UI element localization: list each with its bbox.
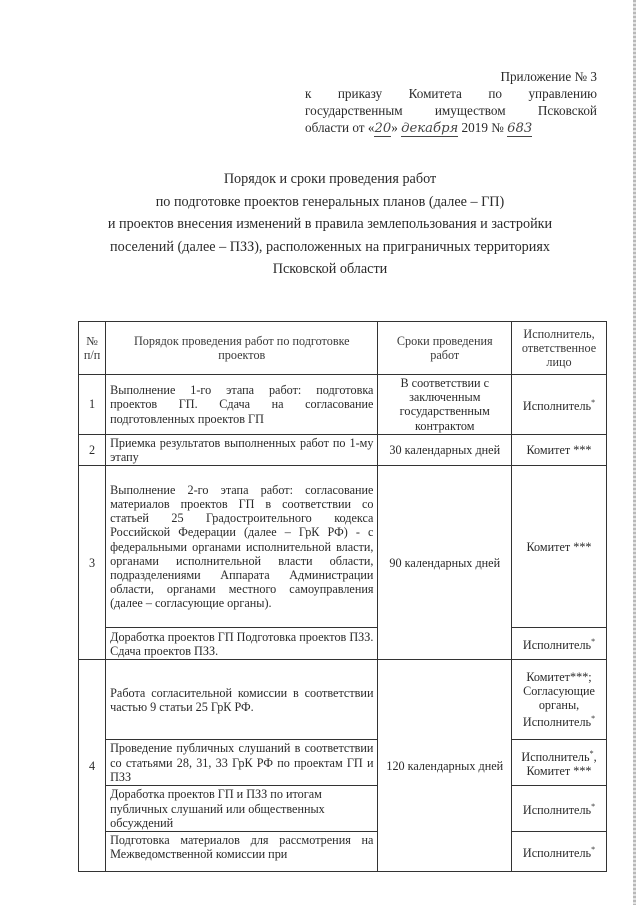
table-row [79, 786, 607, 832]
row-term: 30 календарных дней [378, 434, 512, 465]
row-executor: Комитет *** [512, 434, 607, 465]
header-task: Порядок проведения работ по подготовке проектов [106, 322, 378, 375]
row-task: Доработка проектов ГП Подготовка проектов ПЗЗ. Сдача проектов ПЗЗ. [106, 628, 378, 660]
table-row [79, 660, 607, 740]
footnote-mark: * [591, 637, 596, 647]
title-line-4: поселений (далее – ПЗЗ), расположенных на приграничных территориях [110, 238, 550, 255]
executor-text: Исполнитель [522, 803, 592, 818]
table-row [79, 740, 607, 786]
title-line-3: и проектов внесения изменений в правила землепользования и застройки [107, 216, 553, 232]
row-term: 90 календарных дней [378, 466, 512, 660]
row-number: 3 [79, 466, 106, 660]
executor-text: Исполнитель [521, 750, 590, 765]
document-title [60, 168, 600, 281]
row-number: 4 [79, 660, 106, 872]
handwritten-month: декабря [401, 121, 459, 136]
schedule-table [78, 321, 607, 872]
row-executor [512, 832, 607, 872]
row-term: В соответствии с заключенным государственным контрактом [378, 375, 512, 435]
table-row [79, 466, 607, 628]
row-task: Подготовка материалов для рассмотрения на Межведомственной комиссии при [106, 832, 378, 872]
row-executor [512, 660, 607, 740]
row-number: 2 [79, 434, 106, 465]
executor-text: Исполнитель [522, 846, 592, 861]
row-term: 120 календарных дней [378, 660, 512, 872]
row-executor [512, 375, 607, 435]
handwritten-number: 683 [507, 121, 533, 136]
table-header-row [79, 322, 607, 375]
row-executor: Комитет *** [512, 466, 607, 628]
row-task: Выполнение 1-го этапа работ: подготовка проектов ГП. Сдача на согласование подготовленных проектов ГП [106, 375, 378, 435]
executor-text: Исполнитель [522, 398, 592, 413]
row-executor [512, 786, 607, 832]
row-task: Доработка проектов ГП и ПЗЗ по итогам публичных слушаний или общественных обсуждений [106, 786, 378, 832]
title-line-2: по подготовке проектов генеральных планов (далее – ГП) [155, 193, 505, 210]
footnote-mark: * [591, 845, 596, 855]
row-task: Работа согласительной комиссии в соответствии частью 9 статьи 25 ГрК РФ. [106, 660, 378, 740]
appendix-header [305, 68, 597, 137]
footnote-mark: * [591, 397, 596, 407]
table-row [79, 434, 607, 465]
row-task: Выполнение 2-го этапа работ: согласование материалов проектов ГП в соответствии со статьей 25 Градостроительного кодекса Российской Федерации (далее – ГрК РФ) - с федеральными органами исполнительной власти, органами исполнительной власти области, подразделениями Аппарата Администрации области, органами местного самоуправления (далее – согласующие органы). [106, 466, 378, 628]
appendix-date-line [305, 119, 597, 137]
footnote-mark: * [591, 714, 596, 724]
appendix-committee-line: государственным имуществом Псковской [305, 103, 597, 118]
header-term: Сроки проведения работ [378, 322, 512, 375]
scan-edge [633, 0, 636, 905]
header-executor: Исполнитель, ответственное лицо [512, 322, 607, 375]
row-task: Приемка результатов выполненных работ по 1-му этапу [106, 434, 378, 465]
appendix-number: Приложение № 3 [500, 69, 597, 84]
row-task: Проведение публичных слушаний в соответствии со статьями 28, 31, 33 ГрК РФ по проектам ГП и ПЗЗ [106, 740, 378, 786]
footnote-mark: * [591, 802, 596, 812]
executor-text: Исполнитель [522, 638, 592, 653]
table-row [79, 375, 607, 435]
title-line-1: Порядок и сроки проведения работ [223, 171, 437, 187]
table-row [79, 628, 607, 660]
row-executor: Исполнитель*, Комитет *** [512, 740, 607, 786]
handwritten-day: 20 [374, 121, 392, 136]
date-prefix: области от « [305, 120, 375, 135]
appendix-order-line: к приказу Комитета по управлению [305, 86, 597, 101]
header-number: № п/п [79, 322, 106, 375]
date-year: 2019 № [461, 120, 504, 135]
row-executor [512, 628, 607, 660]
row-number: 1 [79, 375, 106, 435]
title-line-5: Псковской области [272, 261, 388, 277]
executor-text: Комитет***; Согласующие органы, Исполнитель [522, 669, 595, 730]
table-row [79, 832, 607, 872]
date-quote: » [391, 120, 398, 135]
footnote-mark: * [589, 748, 594, 758]
executor-text-2: Комитет *** [526, 764, 592, 779]
